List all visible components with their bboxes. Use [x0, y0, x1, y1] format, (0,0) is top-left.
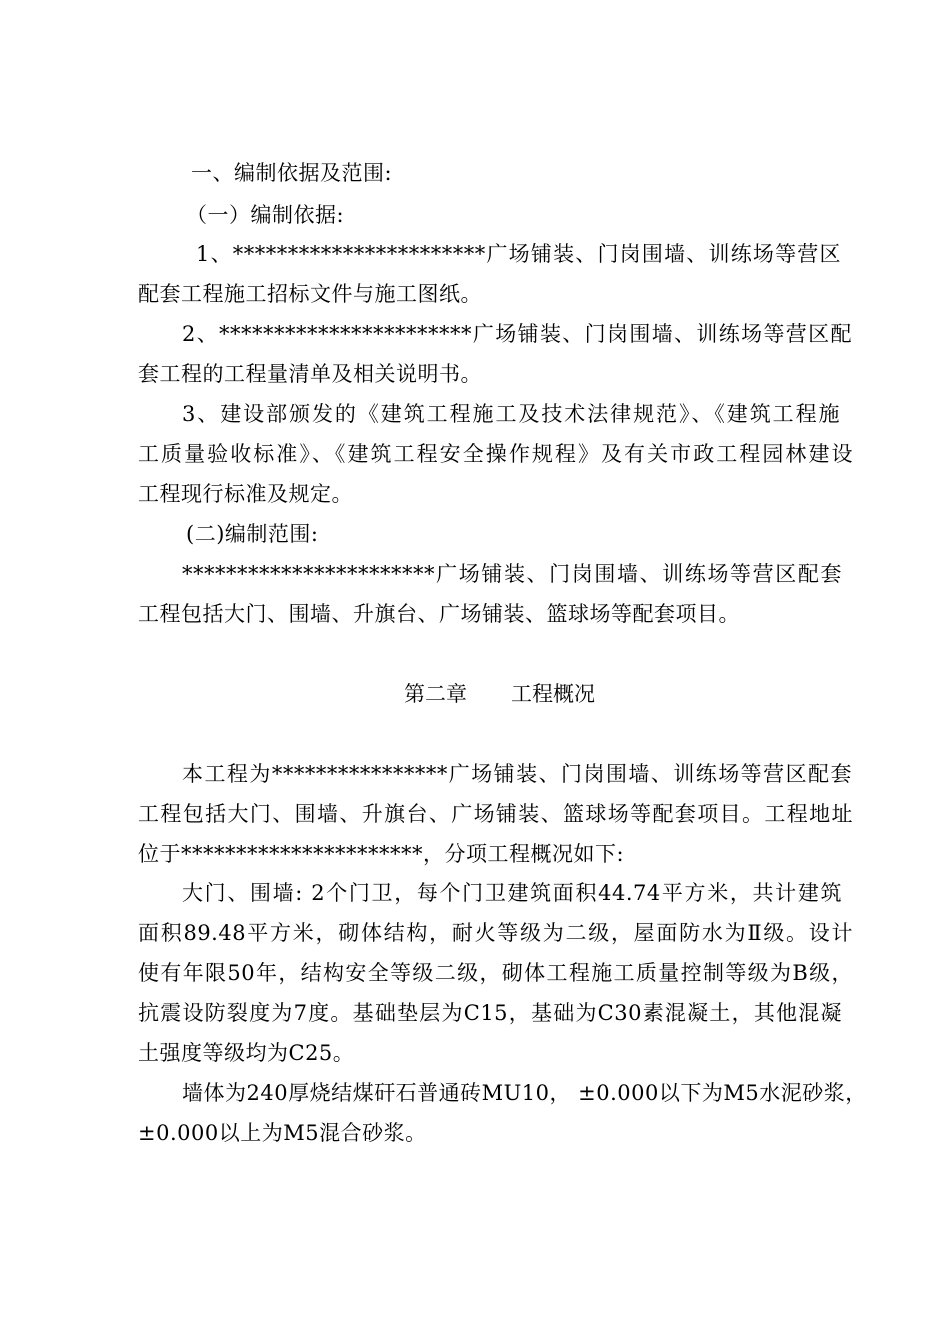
- overview-p1-line-3: 位于**********************，分项工程概况如下:: [138, 842, 625, 866]
- overview-p2-line-2: 面积89.48平方米，砌体结构，耐火等级为二级，屋面防水为Ⅱ级。设计: [138, 921, 853, 945]
- subsection-heading-basis: （一）编制依据:: [186, 203, 345, 227]
- overview-p3-line-2: ±0.000以上为M5混合砂浆。: [138, 1121, 427, 1145]
- chapter-title: 工程概况: [511, 682, 595, 706]
- subsection-heading-scope: (二)编制范围:: [186, 522, 319, 546]
- scope-line-2: 工程包括大门、围墙、升旗台、广场铺装、篮球场等配套项目。: [138, 602, 740, 626]
- overview-p2-line-1: 大门、围墙: 2个门卫，每个门卫建筑面积44.74平方米，共计建筑: [182, 881, 842, 905]
- overview-p1-line-2: 工程包括大门、围墙、升旗台、广场铺装、篮球场等配套项目。工程地址: [138, 802, 853, 826]
- chapter-heading: [404, 676, 595, 712]
- scope-line-1: ***********************广场铺装、门岗围墙、训练场等营区配套: [182, 562, 842, 586]
- basis-item-3-line-3: 工程现行标准及规定。: [138, 482, 353, 506]
- basis-item-3-line-2: 工质量验收标准》、《建筑工程安全操作规程》及有关市政工程园林建设: [138, 442, 853, 466]
- overview-p1-line-1: 本工程为****************广场铺装、门岗围墙、训练场等营区配套: [182, 762, 852, 786]
- basis-item-1-line-1: 1、***********************广场铺装、门岗围墙、训练场等营区: [196, 242, 841, 266]
- basis-item-2-line-2: 套工程的工程量清单及相关说明书。: [138, 362, 482, 386]
- overview-p2-line-5: 土强度等级均为C25。: [138, 1041, 355, 1065]
- basis-item-3-line-1: 3、建设部颁发的《建筑工程施工及技术法律规范》、《建筑工程施: [182, 402, 840, 426]
- overview-p2-line-3: 使有年限50年，结构安全等级二级，砌体工程施工质量控制等级为B级，: [138, 961, 853, 985]
- overview-p3-line-1: 墙体为240厚烧结煤矸石普通砖MU10， ±0.000以下为M5水泥砂浆，: [182, 1081, 867, 1105]
- section-heading: 一、编制依据及范围:: [191, 161, 393, 185]
- basis-item-2-line-1: 2、***********************广场铺装、门岗围墙、训练场等营区配: [182, 322, 852, 346]
- chapter-number: 第二章: [404, 682, 467, 706]
- overview-p2-line-4: 抗震设防裂度为7度。基础垫层为C15，基础为C30素混凝土，其他混凝: [138, 1001, 842, 1025]
- basis-item-1-line-2: 配套工程施工招标文件与施工图纸。: [138, 282, 482, 306]
